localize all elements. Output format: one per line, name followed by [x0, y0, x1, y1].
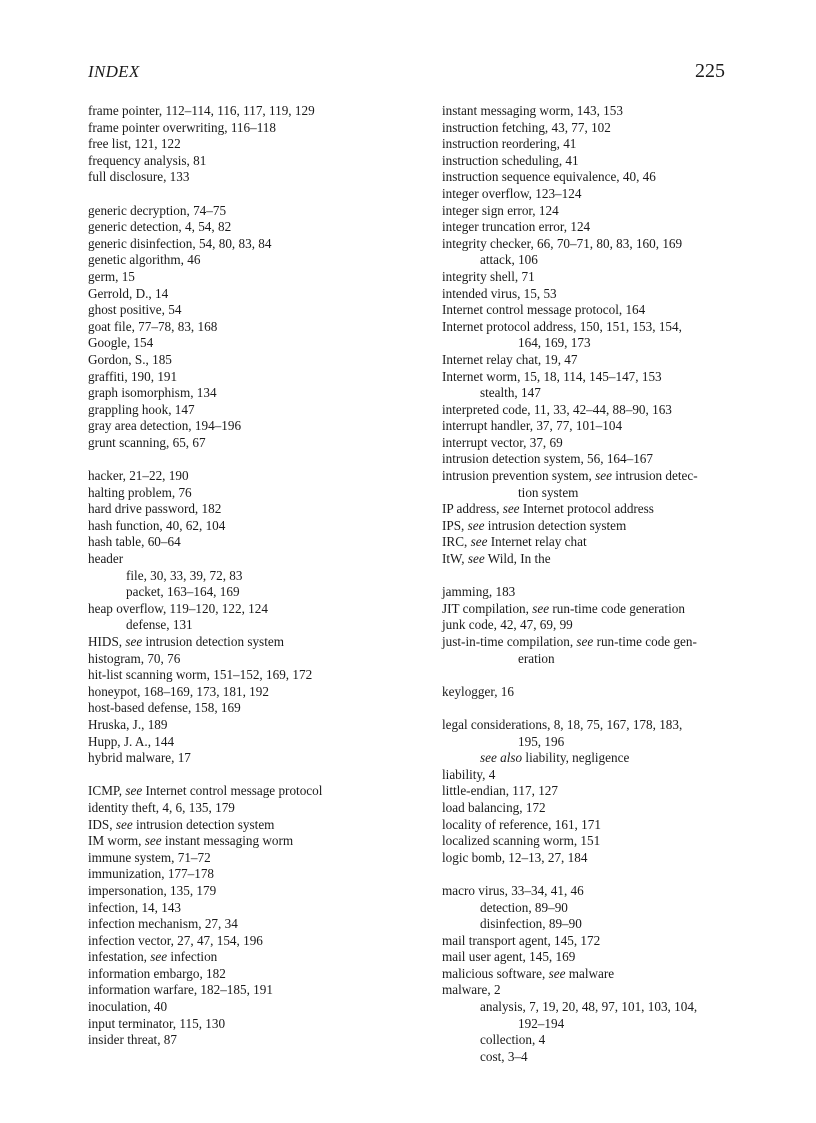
entry-text: packet, 163–164, 169	[126, 584, 240, 600]
entry-text: IP address,	[442, 501, 503, 517]
entry-text: goat file, 77–78, 83, 168	[88, 318, 218, 334]
see-target: intrusion detec-	[611, 468, 698, 484]
entry-text: ICMP,	[88, 783, 126, 799]
entry-text: insider threat, 87	[88, 1032, 177, 1048]
entry-text: grappling hook, 147	[88, 401, 195, 417]
index-entry-continuation	[442, 335, 742, 352]
entry-text: histogram, 70, 76	[88, 650, 181, 666]
entry-text: jamming, 183	[442, 584, 516, 600]
entry-text: impersonation, 135, 179	[88, 882, 217, 898]
entry-text: graph isomorphism, 134	[88, 385, 217, 401]
index-entry	[442, 949, 742, 966]
entry-text: infection vector, 27, 47, 154, 196	[88, 932, 263, 948]
index-entry	[442, 418, 742, 435]
index-subentry	[442, 900, 742, 917]
index-entry	[442, 501, 742, 518]
entry-text: logic bomb, 12–13, 27, 184	[442, 849, 588, 865]
entry-text: tion system	[518, 484, 579, 500]
index-entry	[88, 783, 388, 800]
entry-text: intrusion prevention system,	[442, 468, 596, 484]
index-entry	[88, 518, 388, 535]
index-entry	[88, 286, 388, 303]
index-entry	[442, 966, 742, 983]
index-entry	[88, 269, 388, 286]
index-entry	[88, 750, 388, 767]
index-entry	[442, 833, 742, 850]
entry-text: macro virus, 33–34, 41, 46	[442, 882, 584, 898]
entry-text: 164, 169, 173	[518, 335, 591, 351]
entry-text: Gerrold, D., 14	[88, 285, 169, 301]
index-entry	[442, 402, 742, 419]
see-reference: see	[595, 468, 612, 484]
index-entry	[88, 485, 388, 502]
index-entry	[88, 534, 388, 551]
entry-text: 192–194	[518, 1015, 565, 1031]
entry-text: little-endian, 117, 127	[442, 783, 558, 799]
index-entry	[442, 435, 742, 452]
entry-text: integer overflow, 123–124	[442, 185, 582, 201]
entry-text: halting problem, 76	[88, 484, 192, 500]
index-entry	[88, 866, 388, 883]
index-entry	[442, 767, 742, 784]
see-reference: see	[150, 949, 168, 965]
entry-text: heap overflow, 119–120, 122, 124	[88, 600, 268, 616]
entry-text: frequency analysis, 81	[88, 152, 207, 168]
index-entry	[442, 203, 742, 220]
index-entry	[88, 684, 388, 701]
entry-text: intended virus, 15, 53	[442, 285, 557, 301]
index-entry	[88, 700, 388, 717]
entry-text: infection mechanism, 27, 34	[88, 916, 238, 932]
entry-text: IDS,	[88, 816, 116, 832]
entry-text: malware, 2	[442, 982, 501, 998]
index-subentry	[88, 617, 388, 634]
entry-text: graffiti, 190, 191	[88, 368, 178, 384]
see-reference: see	[125, 783, 143, 799]
entry-text: Google, 154	[88, 335, 154, 351]
see-target: Internet control message protocol	[142, 783, 323, 799]
index-entry	[88, 219, 388, 236]
entry-text: IRC,	[442, 534, 471, 550]
see-target: liability, negligence	[522, 750, 630, 766]
index-entry	[88, 601, 388, 618]
index-subentry	[442, 999, 742, 1016]
index-entry	[442, 319, 742, 336]
see-target: Internet protocol address	[519, 501, 654, 517]
entry-text: disinfection, 89–90	[480, 916, 582, 932]
see-reference: see	[470, 534, 488, 550]
index-entry	[442, 136, 742, 153]
entry-text: cost, 3–4	[480, 1048, 528, 1064]
index-entry	[442, 286, 742, 303]
index-entry	[442, 120, 742, 137]
page-number: 225	[695, 60, 725, 82]
index-entry	[442, 518, 742, 535]
entry-text: legal considerations, 8, 18, 75, 167, 178, 183,	[442, 716, 683, 732]
see-reference: see	[502, 501, 520, 517]
see-target: instant messaging worm	[161, 833, 294, 849]
entry-text: interrupt vector, 37, 69	[442, 434, 563, 450]
entry-text: malicious software,	[442, 965, 549, 981]
see-reference: see	[467, 551, 485, 567]
entry-text: generic decryption, 74–75	[88, 202, 227, 218]
entry-text: hacker, 21–22, 190	[88, 468, 189, 484]
index-subentry	[88, 568, 388, 585]
index-entry	[442, 933, 742, 950]
index-entry	[442, 883, 742, 900]
entry-text: mail transport agent, 145, 172	[442, 932, 601, 948]
entry-text: localized scanning worm, 151	[442, 833, 601, 849]
entry-text: frame pointer, 112–114, 116, 117, 119, 129	[88, 103, 315, 118]
entry-text: germ, 15	[88, 268, 135, 284]
see-reference: see	[144, 833, 162, 849]
entry-text: Internet control message protocol, 164	[442, 302, 646, 318]
entry-text: integer sign error, 124	[442, 202, 559, 218]
index-entry	[88, 418, 388, 435]
index-entry	[442, 584, 742, 601]
entry-text: immunization, 177–178	[88, 866, 215, 882]
index-entry-continuation	[442, 734, 742, 751]
index-entry	[442, 800, 742, 817]
see-reference: see	[548, 965, 566, 981]
index-entry	[442, 153, 742, 170]
entry-text: integrity checker, 66, 70–71, 80, 83, 160, 169	[442, 235, 683, 251]
index-entry	[88, 120, 388, 137]
index-column-left	[88, 103, 388, 1049]
see-reference: see	[467, 517, 485, 533]
index-entry	[88, 900, 388, 917]
entry-text: inoculation, 40	[88, 999, 168, 1015]
entry-text: immune system, 71–72	[88, 849, 211, 865]
index-entry-continuation	[442, 1016, 742, 1033]
see-target: infection	[167, 949, 218, 965]
entry-text: integer truncation error, 124	[442, 219, 591, 235]
index-entry	[88, 800, 388, 817]
index-entry	[88, 136, 388, 153]
index-entry	[442, 352, 742, 369]
index-entry	[442, 684, 742, 701]
see-reference: see also	[480, 750, 523, 766]
index-entry	[88, 302, 388, 319]
entry-text: 195, 196	[518, 733, 565, 749]
entry-text: hash table, 60–64	[88, 534, 181, 550]
entry-text: ItW,	[442, 551, 468, 567]
entry-text: intrusion detection system, 56, 164–167	[442, 451, 653, 467]
entry-text: full disclosure, 133	[88, 169, 190, 185]
index-entry	[442, 269, 742, 286]
entry-text: instruction fetching, 43, 77, 102	[442, 119, 611, 135]
index-entry	[442, 219, 742, 236]
see-target: Wild, In the	[484, 551, 551, 567]
index-entry	[88, 435, 388, 452]
entry-text: gray area detection, 194–196	[88, 418, 242, 434]
entry-text: Gordon, S., 185	[88, 351, 172, 367]
entry-text: frame pointer overwriting, 116–118	[88, 119, 276, 135]
entry-text: information embargo, 182	[88, 965, 226, 981]
index-entry	[88, 651, 388, 668]
index-entry	[442, 982, 742, 999]
index-entry	[88, 319, 388, 336]
index-entry	[88, 833, 388, 850]
index-entry	[88, 667, 388, 684]
index-entry	[442, 534, 742, 551]
entry-text: load balancing, 172	[442, 799, 546, 815]
entry-text: grunt scanning, 65, 67	[88, 434, 206, 450]
index-subentry	[442, 1032, 742, 1049]
entry-text: stealth, 147	[480, 385, 541, 401]
entry-text: input terminator, 115, 130	[88, 1015, 226, 1031]
index-entry	[88, 949, 388, 966]
index-entry	[88, 335, 388, 352]
index-column-right	[442, 103, 742, 1065]
index-entry	[88, 385, 388, 402]
index-entry	[88, 153, 388, 170]
entry-text: Internet protocol address, 150, 151, 153, 154,	[442, 318, 682, 334]
index-entry	[442, 850, 742, 867]
index-entry	[442, 617, 742, 634]
entry-text: header	[88, 551, 124, 567]
index-entry	[88, 933, 388, 950]
index-subentry	[442, 385, 742, 402]
entry-text: interpreted code, 11, 33, 42–44, 88–90, 163	[442, 401, 672, 417]
index-entry	[88, 916, 388, 933]
entry-text: generic disinfection, 54, 80, 83, 84	[88, 235, 272, 251]
index-entry	[442, 634, 742, 651]
index-entry	[88, 1032, 388, 1049]
index-entry	[88, 982, 388, 999]
entry-text: defense, 131	[126, 617, 193, 633]
entry-text: instruction sequence equivalence, 40, 46	[442, 169, 656, 185]
index-entry	[88, 734, 388, 751]
index-subentry	[442, 1049, 742, 1066]
see-target: run-time code generation	[549, 600, 685, 616]
index-entry	[442, 783, 742, 800]
index-entry	[442, 451, 742, 468]
index-entry	[88, 103, 388, 120]
entry-text: attack, 106	[480, 252, 538, 268]
entry-text: hash function, 40, 62, 104	[88, 517, 226, 533]
index-entry	[88, 551, 388, 568]
see-target: malware	[565, 965, 615, 981]
index-entry	[442, 817, 742, 834]
entry-text: IPS,	[442, 517, 468, 533]
index-entry	[88, 817, 388, 834]
entry-text: genetic algorithm, 46	[88, 252, 201, 268]
entry-text: keylogger, 16	[442, 683, 514, 699]
index-entry	[88, 850, 388, 867]
see-target: intrusion detection system	[132, 816, 275, 832]
see-target: Internet relay chat	[487, 534, 587, 550]
entry-text: ghost positive, 54	[88, 302, 182, 318]
entry-text: information warfare, 182–185, 191	[88, 982, 273, 998]
index-entry	[88, 369, 388, 386]
index-entry	[88, 402, 388, 419]
see-reference: see	[125, 634, 143, 649]
entry-text: honeypot, 168–169, 173, 181, 192	[88, 683, 269, 699]
entry-text: hybrid malware, 17	[88, 750, 191, 766]
entry-text: junk code, 42, 47, 69, 99	[442, 617, 573, 633]
index-entry	[88, 252, 388, 269]
entry-text: Hupp, J. A., 144	[88, 733, 175, 749]
index-entry-continuation	[442, 651, 742, 668]
entry-text: free list, 121, 122	[88, 136, 181, 152]
see-target: intrusion detection system	[142, 634, 284, 649]
entry-text: Internet worm, 15, 18, 114, 145–147, 153	[442, 368, 662, 384]
index-entry	[88, 352, 388, 369]
see-reference: see	[115, 816, 133, 832]
entry-text: Hruska, J., 189	[88, 716, 168, 732]
index-entry	[442, 103, 742, 120]
see-reference: see	[532, 600, 550, 616]
see-target: run-time code gen-	[593, 634, 697, 649]
entry-text: identity theft, 4, 6, 135, 179	[88, 799, 235, 815]
running-head: INDEX	[88, 62, 140, 81]
entry-text: infestation,	[88, 949, 151, 965]
entry-text: generic detection, 4, 54, 82	[88, 219, 232, 235]
entry-text: just-in-time compilation,	[442, 634, 577, 649]
index-entry	[88, 966, 388, 983]
entry-text: file, 30, 33, 39, 72, 83	[126, 567, 243, 583]
index-entry	[442, 717, 742, 734]
index-entry	[88, 203, 388, 220]
see-reference: see	[576, 634, 594, 649]
entry-text: IM worm,	[88, 833, 145, 849]
entry-text: liability, 4	[442, 766, 496, 782]
entry-text: hard drive password, 182	[88, 501, 222, 517]
index-subentry	[442, 750, 742, 767]
entry-text: JIT compilation,	[442, 600, 533, 616]
index-entry	[442, 186, 742, 203]
entry-text: integrity shell, 71	[442, 268, 535, 284]
index-entry	[88, 634, 388, 651]
entry-text: host-based defense, 158, 169	[88, 700, 241, 716]
entry-text: collection, 4	[480, 1032, 546, 1048]
index-entry	[442, 236, 742, 253]
see-target: intrusion detection system	[484, 517, 627, 533]
index-entry	[88, 501, 388, 518]
entry-text: instant messaging worm, 143, 153	[442, 103, 623, 118]
index-entry	[442, 302, 742, 319]
index-subentry	[442, 252, 742, 269]
index-entry	[442, 468, 742, 485]
entry-text: instruction scheduling, 41	[442, 152, 579, 168]
index-entry-continuation	[442, 485, 742, 502]
entry-text: HIDS,	[88, 634, 126, 649]
index-entry	[442, 601, 742, 618]
entry-text: infection, 14, 143	[88, 899, 182, 915]
entry-text: locality of reference, 161, 171	[442, 816, 601, 832]
index-entry	[88, 883, 388, 900]
index-entry	[88, 1016, 388, 1033]
index-entry	[442, 169, 742, 186]
index-entry	[442, 551, 742, 568]
entry-text: analysis, 7, 19, 20, 48, 97, 101, 103, 104,	[480, 999, 698, 1015]
index-entry	[88, 999, 388, 1016]
entry-text: Internet relay chat, 19, 47	[442, 351, 578, 367]
entry-text: interrupt handler, 37, 77, 101–104	[442, 418, 623, 434]
entry-text: mail user agent, 145, 169	[442, 949, 576, 965]
index-entry	[442, 369, 742, 386]
index-subentry	[88, 584, 388, 601]
entry-text: eration	[518, 650, 555, 666]
index-entry	[88, 169, 388, 186]
entry-text: instruction reordering, 41	[442, 136, 577, 152]
index-entry	[88, 468, 388, 485]
index-subentry	[442, 916, 742, 933]
entry-text: detection, 89–90	[480, 899, 568, 915]
index-entry	[88, 717, 388, 734]
index-entry	[88, 236, 388, 253]
entry-text: hit-list scanning worm, 151–152, 169, 172	[88, 667, 313, 683]
